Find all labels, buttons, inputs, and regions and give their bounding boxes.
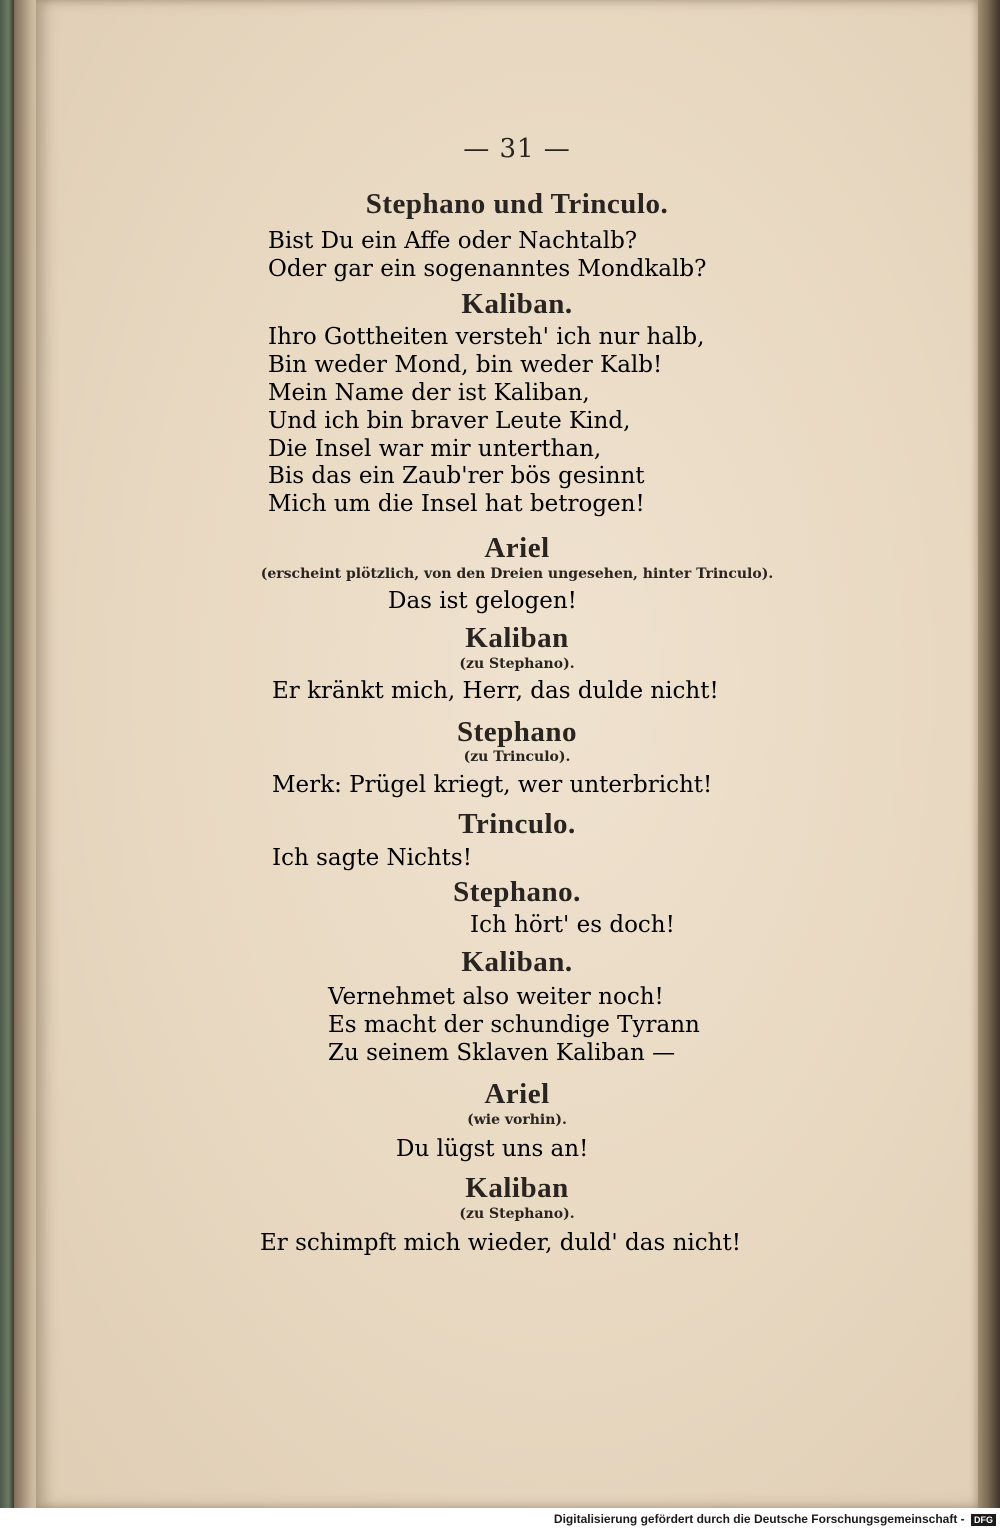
speaker-name: Trinculo. bbox=[458, 808, 576, 840]
speaker-name: Ariel bbox=[484, 532, 550, 564]
speaker-name: Kaliban. bbox=[461, 288, 573, 320]
speech-stephano-trinculo bbox=[36, 188, 978, 221]
verse-line: Die Insel war mir unterthan, bbox=[268, 436, 602, 462]
speech-kaliban bbox=[36, 622, 978, 655]
verse-line: Er kränkt mich, Herr, das dulde nicht! bbox=[272, 678, 719, 704]
speech-ariel bbox=[36, 1078, 978, 1111]
footer-text: Digitalisierung gefördert durch die Deutsche Forschungsgemeinschaft - bbox=[553, 1512, 965, 1526]
verse-line: Oder gar ein sogenanntes Mondkalb? bbox=[268, 256, 707, 282]
digitization-footer bbox=[0, 1508, 1000, 1530]
stage-direction: (zu Stephano). bbox=[459, 656, 575, 672]
verse-line: Mich um die Insel hat betrogen! bbox=[268, 491, 645, 517]
verse-line: Ihro Gottheiten versteh' ich nur halb, bbox=[268, 324, 705, 350]
verse-line: Bin weder Mond, bin weder Kalb! bbox=[268, 352, 663, 378]
verse-line: Bis das ein Zaub'rer bös gesinnt bbox=[268, 463, 645, 489]
speaker-name: Stephano bbox=[456, 716, 578, 748]
speech-kaliban bbox=[36, 1172, 978, 1205]
verse-line: Ich sagte Nichts! bbox=[272, 845, 472, 871]
verse-line: Das ist gelogen! bbox=[388, 588, 577, 614]
stage-direction-wrapper bbox=[36, 566, 978, 582]
verse-line: Du lügst uns an! bbox=[396, 1136, 589, 1162]
stage-direction-wrapper bbox=[36, 1112, 978, 1128]
stage-direction-wrapper bbox=[36, 749, 978, 765]
verse-line: Bist Du ein Affe oder Nachtalb? bbox=[268, 228, 638, 254]
verse-line: Mein Name der ist Kaliban, bbox=[268, 380, 590, 406]
speaker-name: Kaliban bbox=[465, 1172, 569, 1204]
stage-direction-wrapper bbox=[36, 656, 978, 672]
stage-direction-wrapper bbox=[36, 1206, 978, 1222]
verse-line: Merk: Prügel kriegt, wer unterbricht! bbox=[272, 772, 713, 798]
verse-line: Es macht der schundige Tyrann bbox=[328, 1012, 700, 1038]
speaker-name: Ariel bbox=[484, 1078, 550, 1110]
verse-line: Ich hört' es doch! bbox=[470, 912, 675, 938]
stage-direction: (zu Stephano). bbox=[459, 1206, 575, 1222]
stage-direction: (zu Trinculo). bbox=[463, 749, 571, 765]
speech-stephano bbox=[36, 876, 978, 909]
verse-line: Zu seinem Sklaven Kaliban — bbox=[328, 1040, 676, 1066]
speech-kaliban bbox=[36, 946, 978, 979]
verse-line: Vernehmet also weiter noch! bbox=[328, 984, 664, 1010]
stage-direction: (erscheint plötzlich, von den Dreien ungesehen, hinter Trinculo). bbox=[260, 566, 774, 582]
speech-trinculo bbox=[36, 808, 978, 841]
page-number: — 31 — bbox=[463, 134, 571, 164]
speaker-name: Stephano. bbox=[453, 876, 581, 908]
verse-line: Und ich bin braver Leute Kind, bbox=[268, 408, 631, 434]
speaker-name: Kaliban bbox=[465, 622, 569, 654]
speech-kaliban bbox=[36, 288, 978, 321]
speaker-name: Stephano und Trinculo. bbox=[365, 188, 669, 220]
book-right-edge bbox=[976, 0, 1000, 1508]
book-cover-edge bbox=[0, 0, 14, 1508]
speech-ariel bbox=[36, 532, 978, 565]
book-page bbox=[36, 0, 978, 1508]
verse-line: Er schimpft mich wieder, duld' das nicht! bbox=[260, 1230, 741, 1256]
speaker-name: Kaliban. bbox=[461, 946, 573, 978]
stage-direction: (wie vorhin). bbox=[467, 1112, 567, 1128]
speech-stephano bbox=[36, 716, 978, 749]
dfg-logo: DFG bbox=[971, 1514, 996, 1526]
